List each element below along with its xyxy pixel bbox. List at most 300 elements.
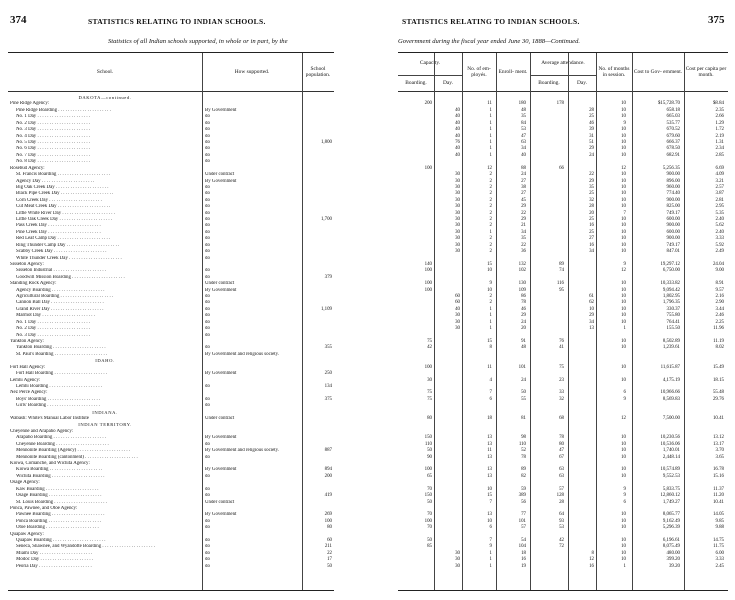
how-supported: By Government (205, 107, 237, 113)
cost-per-capita: 3.33 (715, 236, 724, 242)
table-row (8, 365, 334, 371)
how-supported: do (205, 210, 210, 216)
section-heading: DAKOTA—continued. (78, 95, 132, 100)
school-name: Lemhi Boarding . . . . . . . . . . . . . . . . . . . . . . (16, 383, 102, 389)
cost-to-government: 8,075.49 (662, 544, 680, 550)
table-row (8, 281, 334, 287)
capacity-boarding: 50 (427, 538, 432, 543)
months-in-session: 10 (621, 435, 626, 441)
attendance-day: 27 (589, 236, 594, 242)
months-in-session: 10 (621, 223, 626, 229)
capacity-boarding: 100 (424, 518, 432, 524)
months-in-session: 10 (621, 448, 626, 454)
cost-to-government: 10,574.89 (660, 467, 680, 473)
enrollment: 47 (521, 133, 526, 139)
cost-to-government: 900.00 (666, 197, 680, 203)
cost-per-capita: 11.75 (713, 544, 724, 550)
how-supported: do (205, 152, 210, 158)
cost-per-capita: 8.91 (715, 281, 724, 287)
header-cost-per-capita: Cost per capita per month. (685, 66, 727, 78)
table-row (398, 435, 728, 441)
capacity-day: 30 (455, 563, 460, 569)
table-row (398, 146, 728, 152)
how-supported: By Government (205, 467, 237, 473)
school-name: Quapaw Boarding . . . . . . . . . . . . . . . . . . . . . . (16, 538, 106, 543)
cost-per-capita: 6.00 (715, 550, 724, 556)
attendance-boarding: 116 (556, 281, 564, 287)
enrollment: 63 (521, 139, 526, 145)
capacity-boarding: 70 (427, 525, 432, 531)
how-supported: do (205, 383, 210, 389)
attendance-day: 25 (589, 229, 594, 235)
cost-per-capita: 3.33 (715, 557, 724, 563)
employes: 15 (487, 339, 492, 344)
how-supported: do (205, 525, 210, 531)
table-row (398, 461, 728, 467)
employes: 13 (487, 454, 492, 460)
employes: 18 (487, 416, 492, 421)
employes: 2 (489, 300, 492, 306)
table-row (398, 378, 728, 384)
how-supported: do (205, 538, 210, 543)
table-row (398, 179, 728, 185)
table-row (8, 294, 334, 300)
employes: 2 (489, 197, 492, 203)
enrollment: 104 (518, 544, 526, 550)
table-row (398, 416, 728, 422)
school-name: Marmot Day . . . . . . . . . . . . . . . . . . . . . . (16, 313, 95, 319)
cost-per-capita: 9.00 (715, 268, 724, 274)
enrollment: 180 (518, 101, 526, 107)
table-row (398, 487, 728, 493)
table-row (398, 127, 728, 133)
table-row (398, 288, 728, 294)
months-in-session: 10 (621, 300, 626, 306)
enrollment: 132 (518, 261, 526, 267)
table-row (398, 371, 728, 377)
table-row (8, 442, 334, 448)
capacity-boarding: 75 (427, 396, 432, 402)
school-population: 355 (324, 345, 332, 351)
employes: 9 (489, 281, 492, 287)
table-row (8, 410, 334, 416)
capacity-day: 30 (455, 550, 460, 556)
table-row (8, 172, 334, 178)
cost-per-capita: 1.29 (715, 120, 724, 126)
table-row (398, 101, 728, 107)
school-name: Peoria Day . . . . . . . . . . . . . . . . . . . . . . (16, 563, 92, 569)
table-row (398, 339, 728, 345)
school-name: Rosebud Agency: (10, 165, 45, 171)
cost-to-government: 9,162.49 (662, 518, 680, 524)
table-header (398, 53, 728, 92)
employes: 1 (489, 146, 492, 152)
school-name: St. Paul's Boarding . . . . . . . . . . . . . . . . . . . . . . (16, 351, 108, 357)
cost-per-capita: 2.16 (715, 294, 724, 299)
table-row (398, 506, 728, 512)
table-row (398, 172, 728, 178)
school-population: 100 (324, 518, 332, 524)
enrollment: 56 (521, 499, 526, 505)
school-name: Girls' Boarding . . . . . . . . . . . . . . . . . . . . . . (16, 403, 100, 409)
attendance-boarding: 76 (559, 339, 564, 344)
months-in-session: 12 (621, 416, 626, 421)
cost-per-capita: 11.20 (713, 493, 724, 498)
school-name: Kiowa Boarding . . . . . . . . . . . . . . . . . . . . . . (16, 467, 103, 473)
table-row (398, 544, 728, 550)
cost-per-capita: 2.57 (715, 184, 724, 190)
how-supported: do (205, 249, 210, 255)
months-in-session: 10 (621, 544, 626, 550)
months-in-session: 10 (621, 294, 626, 299)
table-row (8, 429, 334, 435)
enrollment: 82 (521, 473, 526, 479)
how-supported: do (205, 306, 210, 312)
enrollment: 130 (518, 281, 526, 287)
cost-to-government: 9,094.42 (662, 287, 680, 293)
table-row (398, 294, 728, 300)
cost-per-capita: 2.49 (715, 249, 724, 255)
table-row (8, 506, 334, 512)
employes: 9 (489, 544, 492, 550)
school-name: Sisseton Industrial . . . . . . . . . . . . . . . . . . . . . . (16, 268, 107, 274)
capacity-boarding: 70 (427, 486, 432, 492)
cost-per-capita: 24.04 (712, 261, 724, 267)
school-population: 1,109 (320, 306, 332, 312)
cost-per-capita: 11.96 (713, 326, 724, 332)
cost-to-government: 1,749.27 (662, 499, 680, 505)
enrollment: 78 (521, 454, 526, 460)
header-employes: No. of em- ployés. (467, 66, 491, 78)
enrollment: 84 (521, 120, 526, 126)
table-row (398, 345, 728, 351)
how-supported: do (205, 114, 210, 120)
enrollment: 35 (521, 236, 526, 242)
employes: 11 (487, 364, 492, 370)
months-in-session: 10 (621, 114, 626, 120)
school-name: Standing Rock Agency: (10, 281, 57, 287)
table-row (8, 140, 334, 146)
how-supported: do (205, 191, 210, 197)
how-supported: do (205, 441, 210, 447)
attendance-day: 10 (589, 306, 594, 312)
table-row (398, 108, 728, 114)
school-name: Seneca, Shawnee, and Wyandotte Boarding . . . . . . . . . . . . . . . . . . . . . . (16, 544, 155, 550)
school-name: Kaw Boarding . . . . . . . . . . . . . . . . . . . . . . (16, 486, 99, 492)
school-name: No. 1 Day . . . . . . . . . . . . . . . . . . . . . . (16, 319, 91, 325)
attendance-boarding: 41 (559, 345, 564, 351)
cost-to-government: 774.40 (666, 191, 680, 197)
months-in-session: 10 (621, 152, 626, 158)
enrollment: 102 (518, 268, 526, 274)
page-number-right: 375 (708, 14, 725, 26)
school-name: Agricultural Boarding . . . . . . . . . . . . . . . . . . . . . . (16, 294, 114, 299)
school-name: Miami Day . . . . . . . . . . . . . . . . . . . . . . (16, 550, 93, 556)
table-row (398, 493, 728, 499)
enrollment: 40 (521, 152, 526, 158)
cost-per-capita: 10.41 (712, 416, 724, 421)
school-name: St. Louis Boarding . . . . . . . . . . . . . . . . . . . . . . (16, 499, 107, 505)
employes: 2 (489, 184, 492, 190)
capacity-day: 30 (455, 217, 460, 222)
cost-to-government: 8,502.89 (662, 339, 680, 344)
employes: 2 (489, 217, 492, 222)
attendance-boarding: 67 (559, 454, 564, 460)
months-in-session: 7 (623, 210, 626, 216)
table-row (398, 455, 728, 461)
capacity-boarding: 200 (424, 101, 432, 107)
cost-to-government: 900.00 (666, 172, 680, 177)
attendance-day: 28 (589, 204, 594, 210)
table-row (8, 204, 334, 210)
table-row (8, 493, 334, 499)
table-row (8, 487, 334, 493)
cost-to-government: 1,796.35 (662, 300, 680, 306)
school-population: 200 (324, 473, 332, 479)
employes: 1 (489, 319, 492, 325)
cost-to-government: 960.00 (666, 184, 680, 190)
months-in-session: 10 (621, 339, 626, 344)
school-population: 80 (327, 525, 332, 531)
months-in-session: 10 (621, 146, 626, 152)
header-attendance-boarding: Boarding. (538, 80, 560, 86)
table-row (8, 256, 334, 262)
school-name: Mennonite Boarding (Agency) . . . . . . . . . . . . . . . . . . . . . . (16, 448, 131, 454)
months-in-session: 10 (621, 538, 626, 543)
cost-per-capita: 2.19 (715, 133, 724, 139)
how-supported: do (205, 454, 210, 460)
school-population: 887 (324, 448, 332, 454)
table-row (398, 95, 728, 101)
attendance-boarding: 66 (559, 165, 564, 171)
months-in-session: 10 (621, 236, 626, 242)
enrollment: 22 (521, 242, 526, 248)
months-in-session: 10 (621, 139, 626, 145)
attendance-boarding: 93 (559, 518, 564, 524)
enrollment: 86 (521, 294, 526, 299)
table-row (398, 268, 728, 274)
cost-per-capita: 14.05 (712, 512, 724, 518)
school-name: Scabby Creek Day . . . . . . . . . . . . . . . . . . . . . . (16, 249, 107, 255)
table-row (398, 307, 728, 313)
statistics-table (398, 52, 728, 591)
cost-to-government: 665.03 (666, 114, 680, 120)
capacity-boarding: 100 (424, 281, 432, 287)
how-supported: do (205, 326, 210, 332)
cost-per-capita: 13.17 (712, 441, 724, 447)
school-name: Ponca, Pawnee, and Otoe Agency: (10, 505, 78, 511)
capacity-day: 76 (455, 139, 460, 145)
table-row (398, 390, 728, 396)
employes: 13 (487, 467, 492, 473)
table-row (398, 211, 728, 217)
attendance-day: 29 (589, 146, 594, 152)
how-supported: do (205, 473, 210, 479)
table-row (398, 429, 728, 435)
table-row (8, 390, 334, 396)
employes: 7 (489, 390, 492, 396)
cost-per-capita: 2.81 (715, 197, 724, 203)
school-population: 1,700 (320, 217, 332, 222)
header-cost-to-government: Cost to Gov- ernment. (633, 69, 683, 75)
enrollment: 29 (521, 313, 526, 319)
how-supported: do (205, 300, 210, 306)
table-row (8, 179, 334, 185)
school-name: Quapaw Agency: (10, 531, 44, 537)
employes: 13 (487, 473, 492, 479)
months-in-session: 10 (621, 313, 626, 319)
capacity-boarding: 90 (427, 454, 432, 460)
attendance-boarding: 57 (559, 486, 564, 492)
attendance-day: 16 (589, 242, 594, 248)
table-row (398, 512, 728, 518)
cost-per-capita: 14.75 (712, 538, 724, 543)
table-row (8, 101, 334, 107)
capacity-boarding: 100 (424, 165, 432, 171)
employes: 1 (489, 120, 492, 126)
table-row (398, 365, 728, 371)
enrollment: 35 (521, 114, 526, 120)
capacity-boarding: 140 (424, 261, 432, 267)
how-supported: By Government (205, 435, 237, 441)
attendance-boarding: 47 (559, 448, 564, 454)
employes: 11 (487, 448, 492, 454)
capacity-day: 30 (455, 313, 460, 319)
table-row (8, 519, 334, 525)
capacity-boarding: 70 (427, 512, 432, 518)
months-in-session: 9 (623, 120, 626, 126)
table-header (8, 53, 334, 92)
school-population: 1,800 (320, 139, 332, 145)
school-name: No. 6 Day . . . . . . . . . . . . . . . . . . . . . . (16, 146, 91, 152)
school-name: Wichita Boarding . . . . . . . . . . . . . . . . . . . . . . (16, 473, 105, 479)
months-in-session: 1 (623, 563, 626, 569)
right-page (372, 0, 735, 600)
cost-per-capita: 3.65 (715, 454, 724, 460)
capacity-day: 40 (455, 146, 460, 152)
months-in-session: 10 (621, 281, 626, 287)
table-row (8, 448, 334, 454)
enrollment: 55 (521, 396, 526, 402)
employes: 1 (489, 139, 492, 145)
cost-per-capita: 13.12 (712, 435, 724, 441)
how-supported: do (205, 197, 210, 203)
table-row (398, 275, 728, 281)
months-in-session: 6 (623, 499, 626, 505)
table-row (398, 525, 728, 531)
enrollment: 98 (521, 435, 526, 441)
capacity-day: 40 (455, 306, 460, 312)
cost-to-government: 19,297.12 (660, 261, 680, 267)
table-row (8, 307, 334, 313)
table-row (8, 384, 334, 390)
attendance-boarding: 68 (559, 416, 564, 421)
table-row (398, 300, 728, 306)
employes: 2 (489, 210, 492, 216)
table-row (8, 153, 334, 159)
attendance-boarding: 63 (559, 467, 564, 473)
months-in-session: 10 (621, 364, 626, 370)
enrollment: 46 (521, 306, 526, 312)
table-row (398, 467, 728, 473)
table-row (8, 500, 334, 506)
school-name: Black Pipe Creek Day . . . . . . . . . . . . . . . . . . . . . . (16, 191, 114, 197)
enrollment: 19 (521, 563, 526, 569)
months-in-session: 10 (621, 204, 626, 210)
months-in-session: 10 (621, 184, 626, 190)
months-in-session: 10 (621, 319, 626, 325)
school-population: 894 (324, 467, 332, 473)
employes: 6 (489, 396, 492, 402)
how-supported: do (205, 184, 210, 190)
capacity-boarding: 50 (427, 448, 432, 454)
table-row (398, 448, 728, 454)
cost-to-government: 9,552.53 (662, 473, 680, 479)
cost-per-capita: 11.37 (713, 486, 724, 492)
attendance-day: 24 (589, 152, 594, 158)
cost-to-government: 480.00 (666, 550, 680, 556)
capacity-boarding: 50 (427, 499, 432, 505)
cost-to-government: 10,536.06 (660, 441, 680, 447)
how-supported: do (205, 204, 210, 210)
cost-to-government: 10,230.56 (660, 435, 680, 441)
table-row (8, 326, 334, 332)
attendance-day: 39 (589, 127, 594, 133)
months-in-session: 10 (621, 287, 626, 293)
cost-per-capita: 2.85 (715, 152, 724, 158)
capacity-day: 30 (455, 249, 460, 255)
attendance-day: 25 (589, 114, 594, 120)
attendance-day: 31 (589, 133, 594, 139)
table-row (398, 532, 728, 538)
cost-to-government: 5,256.35 (662, 165, 680, 171)
how-supported: do (205, 345, 210, 351)
attendance-boarding: 95 (559, 287, 564, 293)
school-population: 50 (327, 563, 332, 569)
school-name: Arapaho Boarding . . . . . . . . . . . . . . . . . . . . . . (16, 435, 107, 441)
cost-per-capita: 9.85 (715, 518, 724, 524)
cost-to-government: 600.00 (666, 217, 680, 222)
employes: 13 (487, 441, 492, 447)
table-row (8, 403, 334, 409)
table-row (8, 352, 334, 358)
school-name: Big Oak Creek Day . . . . . . . . . . . . . . . . . . . . . . (16, 184, 109, 190)
cost-to-government: 678.50 (666, 146, 680, 152)
how-supported: do (205, 486, 210, 492)
school-name: Yankton Boarding . . . . . . . . . . . . . . . . . . . . . . (16, 345, 106, 351)
table-row (8, 159, 334, 165)
employes: 2 (489, 178, 492, 184)
table-row (8, 134, 334, 140)
table-row (8, 333, 334, 339)
table-row (398, 551, 728, 557)
how-supported: do (205, 550, 210, 556)
table-row (8, 320, 334, 326)
school-population: 60 (327, 538, 332, 543)
employes: 2 (489, 172, 492, 177)
header-capacity: Capacity. (419, 60, 441, 66)
school-name: Yankton Agency: (10, 339, 44, 344)
employes: 7 (489, 499, 492, 505)
capacity-boarding: 75 (427, 390, 432, 396)
cost-per-capita: 2.90 (715, 300, 724, 306)
attendance-day: 32 (589, 197, 594, 203)
school-name: Wabash: White's Manual Labor Institute (10, 416, 89, 421)
school-name: Modoc Day . . . . . . . . . . . . . . . . . . . . . . (16, 557, 94, 563)
school-name: Red Leaf Camp Day . . . . . . . . . . . . . . . . . . . . . . (16, 236, 111, 242)
employes: 2 (489, 204, 492, 210)
how-supported: By Government (205, 512, 237, 518)
